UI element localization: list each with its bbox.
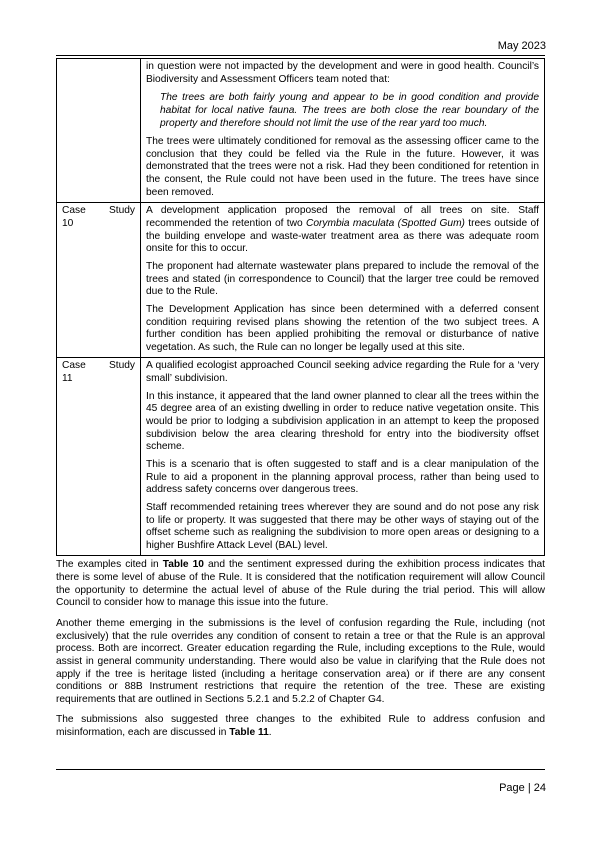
officer-quote: The trees are both fairly young and appear to be in good condition and provide habitat for local native fauna. The trees are both close the rear boundary of the property and therefore should not limit the use of the rear yard too much. — [160, 92, 539, 129]
table-row-case-study-11 — [57, 358, 545, 556]
case10-paragraph-2: The proponent had alternate wastewater plans prepared to include the removal of the trees and stated (in correspondence to Council) that the larger tree could be removed due to the Rule. — [146, 260, 539, 298]
row-label-cell — [57, 358, 141, 556]
case-study-number: 11 — [62, 372, 73, 384]
case-study-label — [62, 360, 135, 372]
species-name: Corymbia maculata (Spotted Gum) — [306, 218, 465, 230]
case-word: Case — [62, 360, 86, 372]
table-11-reference: Table 11 — [229, 727, 269, 739]
continued-paragraph-2: The trees were ultimately conditioned for removal as the assessing officer came to the conclusion that they could be felled via the Rule in the future. However, it was demonstrated that the trees were not a risk. Had they been conditioned for retention in the consent, the Rule could not have been used in the future. The trees have since been removed. — [146, 136, 539, 198]
page-number: Page | 24 — [499, 782, 546, 794]
case11-paragraph-2: In this instance, it appeared that the land owner planned to clear all the trees within the 45 degree area of an existing dwelling in order to reduce native vegetation onsite. This would be prior to lodging a subdivision application in an attempt to keep the proposed subdivision below the area clearing threshold for entry into the biodiversity offset scheme. — [146, 390, 539, 453]
continued-paragraph-1: in question were not impacted by the development and were in good health. Council’s Biodiversity and Assessment Officers team noted that: — [146, 61, 539, 85]
case11-paragraph-1: A qualified ecologist approached Council seeking advice regarding the Rule for a ‘very small’ subdivision. — [146, 360, 539, 385]
row-content-cell — [141, 59, 545, 203]
case-study-label — [62, 205, 135, 217]
footer-divider — [56, 769, 545, 770]
page-content — [56, 58, 545, 748]
case-word: Case — [62, 205, 86, 217]
row-label-cell-empty — [57, 59, 141, 203]
study-word: Study — [108, 360, 135, 372]
study-word: Study — [108, 205, 135, 217]
body-text — [56, 559, 545, 739]
header-date: May 2023 — [497, 40, 546, 52]
case-study-table — [56, 58, 545, 556]
case11-paragraph-4: Staff recommended retaining trees wherever they are sound and do not pose any risk to life or property. It was suggested that there may be other ways of staying out of the offset scheme such as realigning the subdivision to more open areas or designing to a higher Bushfire Attack Level (BAL) level. — [146, 501, 539, 551]
case10-paragraph-3: The Development Application has since been determined with a deferred consent condition requiring revised plans showing the retention of the two subject trees. A further condition has been applied prohibiting the removal or disturbance of native vegetation. As such, the Rule can no longer be legally used at this site. — [146, 303, 539, 353]
body-paragraph-2: Another theme emerging in the submissions is the level of confusion regarding the Rule, including (not exclusively) that the rule overrides any condition of consent to retain a tree or that the Rule is an approval process. Both are incorrect. Greater education regarding the Rule, including exceptions to the Rule, would assist in general community understanding. There would also be value in clarifying that the Rule does not apply if the tree is heritage listed (including a heritage conservation area) or if there are any consent conditions or 88B Instrument restrictions that require the retention of the tree. These are existing requirements that are outlined in Sections 5.2.1 and 5.2.2 of Chapter G4. — [56, 617, 545, 705]
case-study-number: 10 — [62, 217, 74, 229]
table-row-continued — [57, 59, 545, 203]
row-content-cell — [141, 358, 545, 556]
body-paragraph-3: The submissions also suggested three changes to the exhibited Rule to address confusion and misinformation, each are discussed in Table 11. — [56, 714, 545, 739]
table-row-case-study-10 — [57, 203, 545, 358]
header-divider — [56, 55, 545, 56]
case10-paragraph-1: A development application proposed the removal of all trees on site. Staff recommended the retention of two Corymbia maculata (Spotted Gum) trees outside of the building envelope and waste-water treatment area as there was adequate room onsite for this to occur. — [146, 205, 539, 255]
case11-paragraph-3: This is a scenario that is often suggested to staff and is a clear manipulation of the Rule to aid a proponent in the planning approval process, rather than being used to address safety concerns over dangerous trees. — [146, 458, 539, 496]
body-paragraph-1: The examples cited in Table 10 and the sentiment expressed during the exhibition process indicates that there is some level of abuse of the Rule. It is considered that the notification requirement will allow Council the opportunity to determine the actual level of abuse of the Rule during the trial period. This will allow Council to consider how to manage this issue into the future. — [56, 559, 545, 609]
row-content-cell — [141, 203, 545, 358]
row-label-cell — [57, 203, 141, 358]
table-10-reference: Table 10 — [162, 559, 204, 571]
